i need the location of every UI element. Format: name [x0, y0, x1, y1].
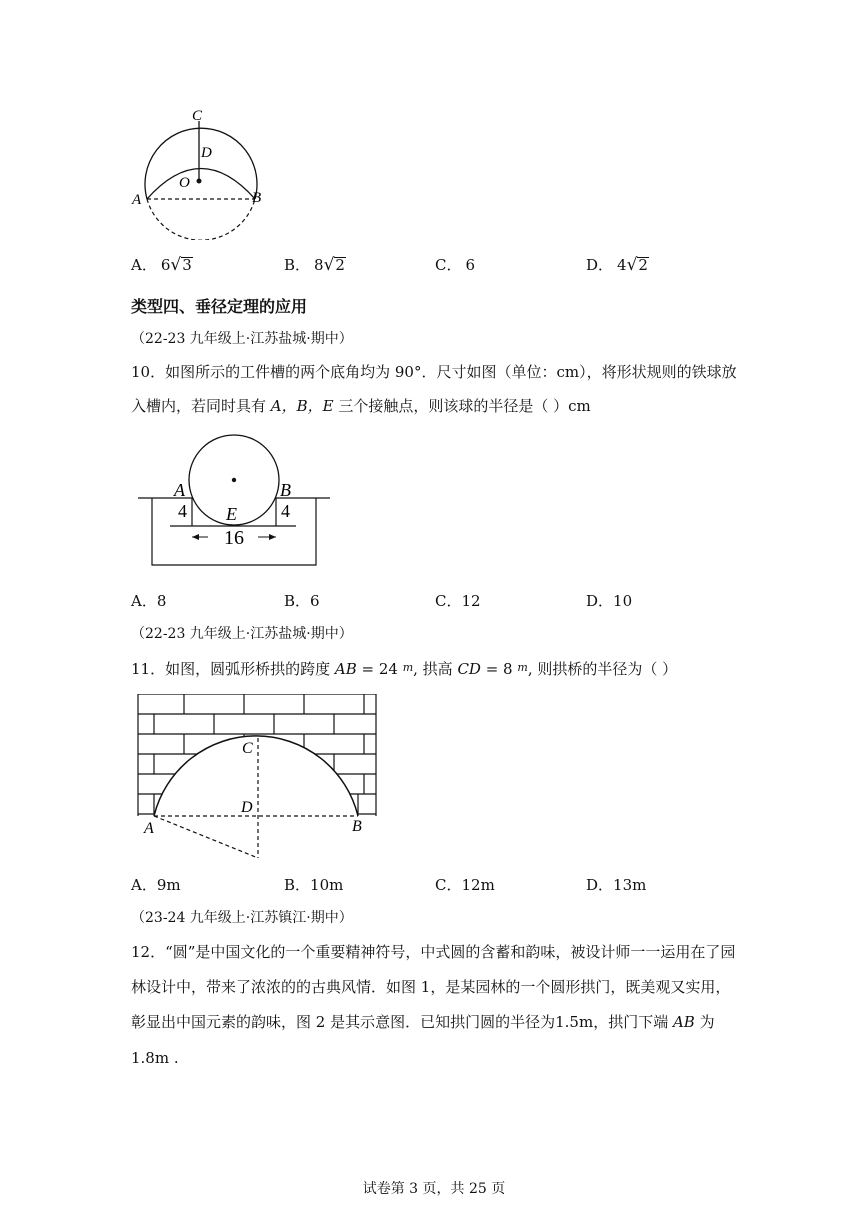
q9-minor-arc-dashed [147, 199, 255, 240]
q11-label-d: D [241, 799, 253, 816]
q9-label-d: D [201, 145, 212, 161]
q12-line4: 1.8m . [131, 1049, 179, 1067]
q11-bridge-arch [154, 736, 358, 816]
q11-figure [136, 688, 381, 863]
q10-arrowhead-left [192, 534, 199, 540]
q11-label-c: C [242, 740, 253, 757]
q9-label-b: B [252, 190, 262, 206]
q9-option-b[interactable]: B． 8√2 [284, 255, 345, 275]
section-title: 类型四、垂径定理的应用 [131, 297, 308, 316]
q9-center-point [197, 179, 202, 184]
q11-line1: 11．如图，圆弧形桥拱的跨度 AB = 24 $^m$, 拱高 CD = 8 $^m$, 则拱桥的半径为（ ） [131, 660, 678, 678]
q11-radius-line [154, 816, 258, 858]
q10-dim-left: 4 [178, 501, 187, 521]
q12-line2: 林设计中，带来了浓浓的的古典风情．如图 1，是某园林的一个圆形拱门，既美观又实用， [131, 978, 731, 996]
q10-label-e: E [226, 504, 237, 524]
q9-label-c: C [192, 108, 203, 124]
q10-option-d[interactable]: D．10 [586, 592, 633, 610]
q12-line3: 彰显出中国元素的韵味，图 2 是其示意图．已知拱门圆的半径为1.5m，拱门下端 AB 为 [131, 1013, 715, 1031]
q11-label-b: B [352, 818, 362, 835]
q9-option-d[interactable]: D． 4√2 [586, 255, 648, 275]
q10-figure [130, 430, 340, 570]
q11-option-c[interactable]: C．12m [435, 876, 495, 894]
q10-dim-right: 4 [281, 501, 290, 521]
q10-line2: 入槽内，若同时具有 A，B，E 三个接触点，则该球的半径是（ ）cm [131, 397, 591, 415]
q12-line1: 12．“圆”是中国文化的一个重要精神符号，中式圆的含蓄和韵味，被设计师一一运用在了园 [131, 943, 736, 961]
q9-option-a[interactable]: A． 6√3 [131, 255, 192, 275]
q10-option-b[interactable]: B．6 [284, 592, 320, 610]
q10-option-a[interactable]: A．8 [131, 592, 167, 610]
q12-source: （23-24 九年级上·江苏镇江·期中） [131, 910, 353, 926]
q10-dim-width: 16 [224, 527, 244, 549]
q11-option-a[interactable]: A．9m [131, 876, 181, 894]
q11-label-a: A [144, 820, 154, 837]
q9-figure [128, 105, 288, 240]
q10-source: （22-23 九年级上·江苏盐城·期中） [131, 331, 353, 347]
q11-option-d[interactable]: D．13m [586, 876, 647, 894]
q11-brick-wall [138, 694, 376, 814]
q9-major-arc [145, 128, 257, 199]
q10-line1: 10．如图所示的工件槽的两个底角均为 90°．尺寸如图（单位：cm），将形状规则的铁球放 [131, 363, 737, 381]
q11-option-b[interactable]: B．10m [284, 876, 344, 894]
q11-source: （22-23 九年级上·江苏盐城·期中） [131, 626, 353, 642]
q9-label-o: O [179, 175, 190, 191]
q10-label-a: A [174, 480, 185, 500]
q10-ball-center [232, 478, 236, 482]
q9-option-c[interactable]: C． 6 [435, 256, 476, 274]
q10-label-b: B [280, 480, 291, 500]
q9-label-a: A [132, 192, 142, 208]
page-footer: 试卷第 3 页，共 25 页 [362, 1181, 506, 1197]
q10-arrowhead-right [269, 534, 276, 540]
q10-option-c[interactable]: C．12 [435, 592, 481, 610]
q9-inner-arc [147, 169, 255, 200]
